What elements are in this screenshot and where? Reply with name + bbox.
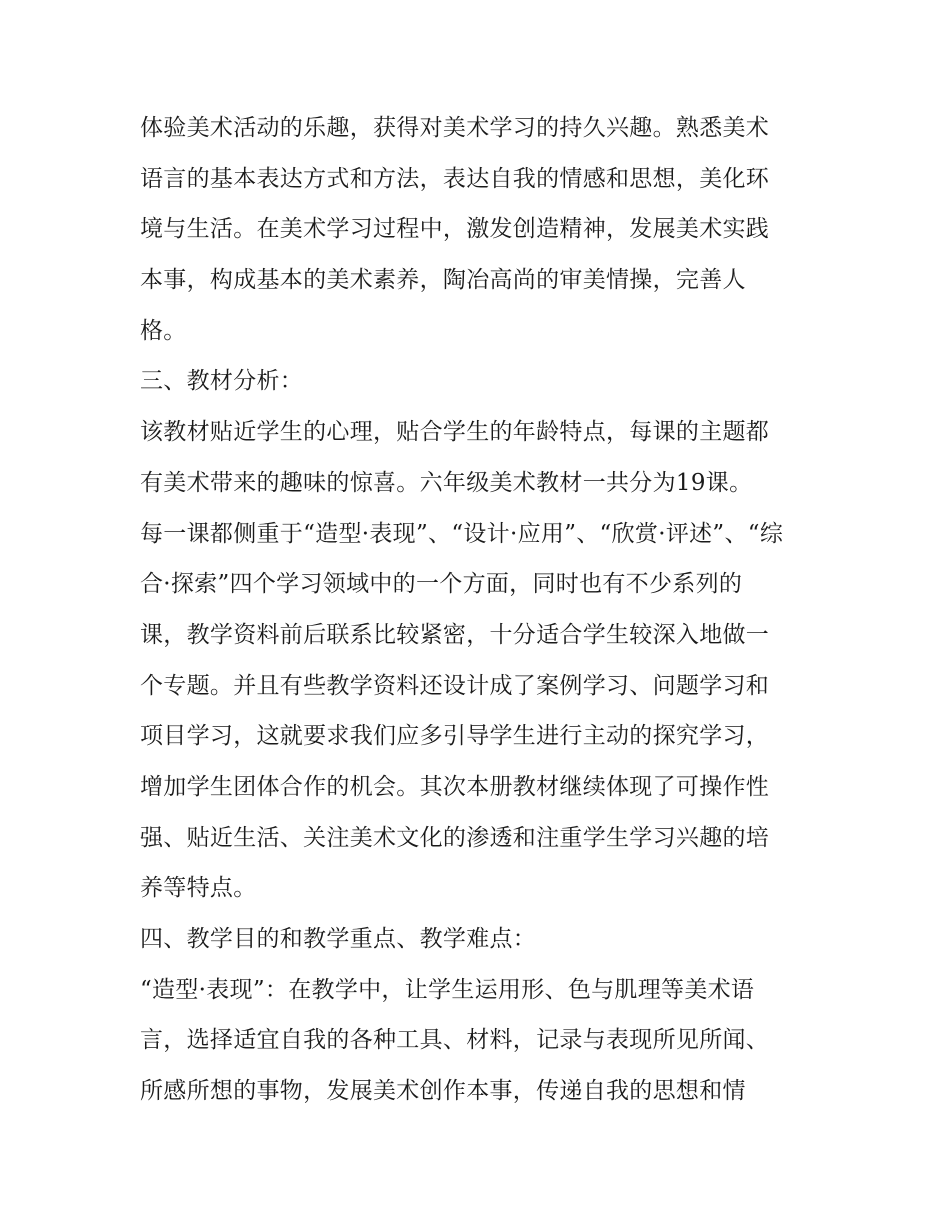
paragraph-line: “造型·表现”：在教学中，让学生运用形、色与肌理等美术语 (140, 976, 755, 1003)
paragraph-line: 本事，构成基本的美术素养，陶冶高尚的审美情操，完善人 (140, 267, 746, 294)
paragraph-line: 有美术带来的趣味的惊喜。六年级美术教材一共分为19课。 (140, 469, 753, 496)
paragraph-line: 项目学习，这就要求我们应多引导学生进行主动的探究学习， (140, 723, 770, 750)
paragraph-line: 增加学生团体合作的机会。其次本册教材继续体现了可操作性 (140, 773, 770, 800)
paragraph-line: 每一课都侧重于“造型·表现”、“设计·应用”、“欣赏·评述”、“综 (140, 520, 784, 547)
paragraph-line: 课，教学资料前后联系比较紧密，十分适合学生较深入地做一 (140, 621, 770, 648)
paragraph-line: 境与生活。在美术学习过程中，激发创造精神，发展美术实践 (140, 216, 770, 243)
paragraph-line: 该教材贴近学生的心理，贴合学生的年龄特点，每课的主题都 (140, 419, 770, 446)
section-heading: 三、教材分析： (140, 368, 304, 395)
document-body (140, 103, 820, 1117)
paragraph-line: 个专题。并且有些教学资料还设计成了案例学习、问题学习和 (140, 672, 770, 699)
paragraph-line: 语言的基本表达方式和方法，表达自我的情感和思想，美化环 (140, 165, 770, 192)
paragraph-line: 合·探索”四个学习领域中的一个方面，同时也有不少系列的 (140, 571, 743, 598)
section-heading: 四、教学目的和教学重点、教学难点： (140, 926, 537, 952)
paragraph-line: 格。 (140, 317, 187, 344)
paragraph-line: 养等特点。 (140, 875, 257, 902)
paragraph-line: 强、贴近生活、关注美术文化的渗透和注重学生学习兴趣的培 (140, 824, 770, 851)
paragraph-line: 体验美术活动的乐趣，获得对美术学习的持久兴趣。熟悉美术 (140, 115, 770, 141)
paragraph-line: 言，选择适宜自我的各种工具、材料，记录与表现所见所闻、 (140, 1027, 770, 1054)
paragraph-line: 所感所想的事物，发展美术创作本事，传递自我的思想和情 (140, 1078, 746, 1105)
